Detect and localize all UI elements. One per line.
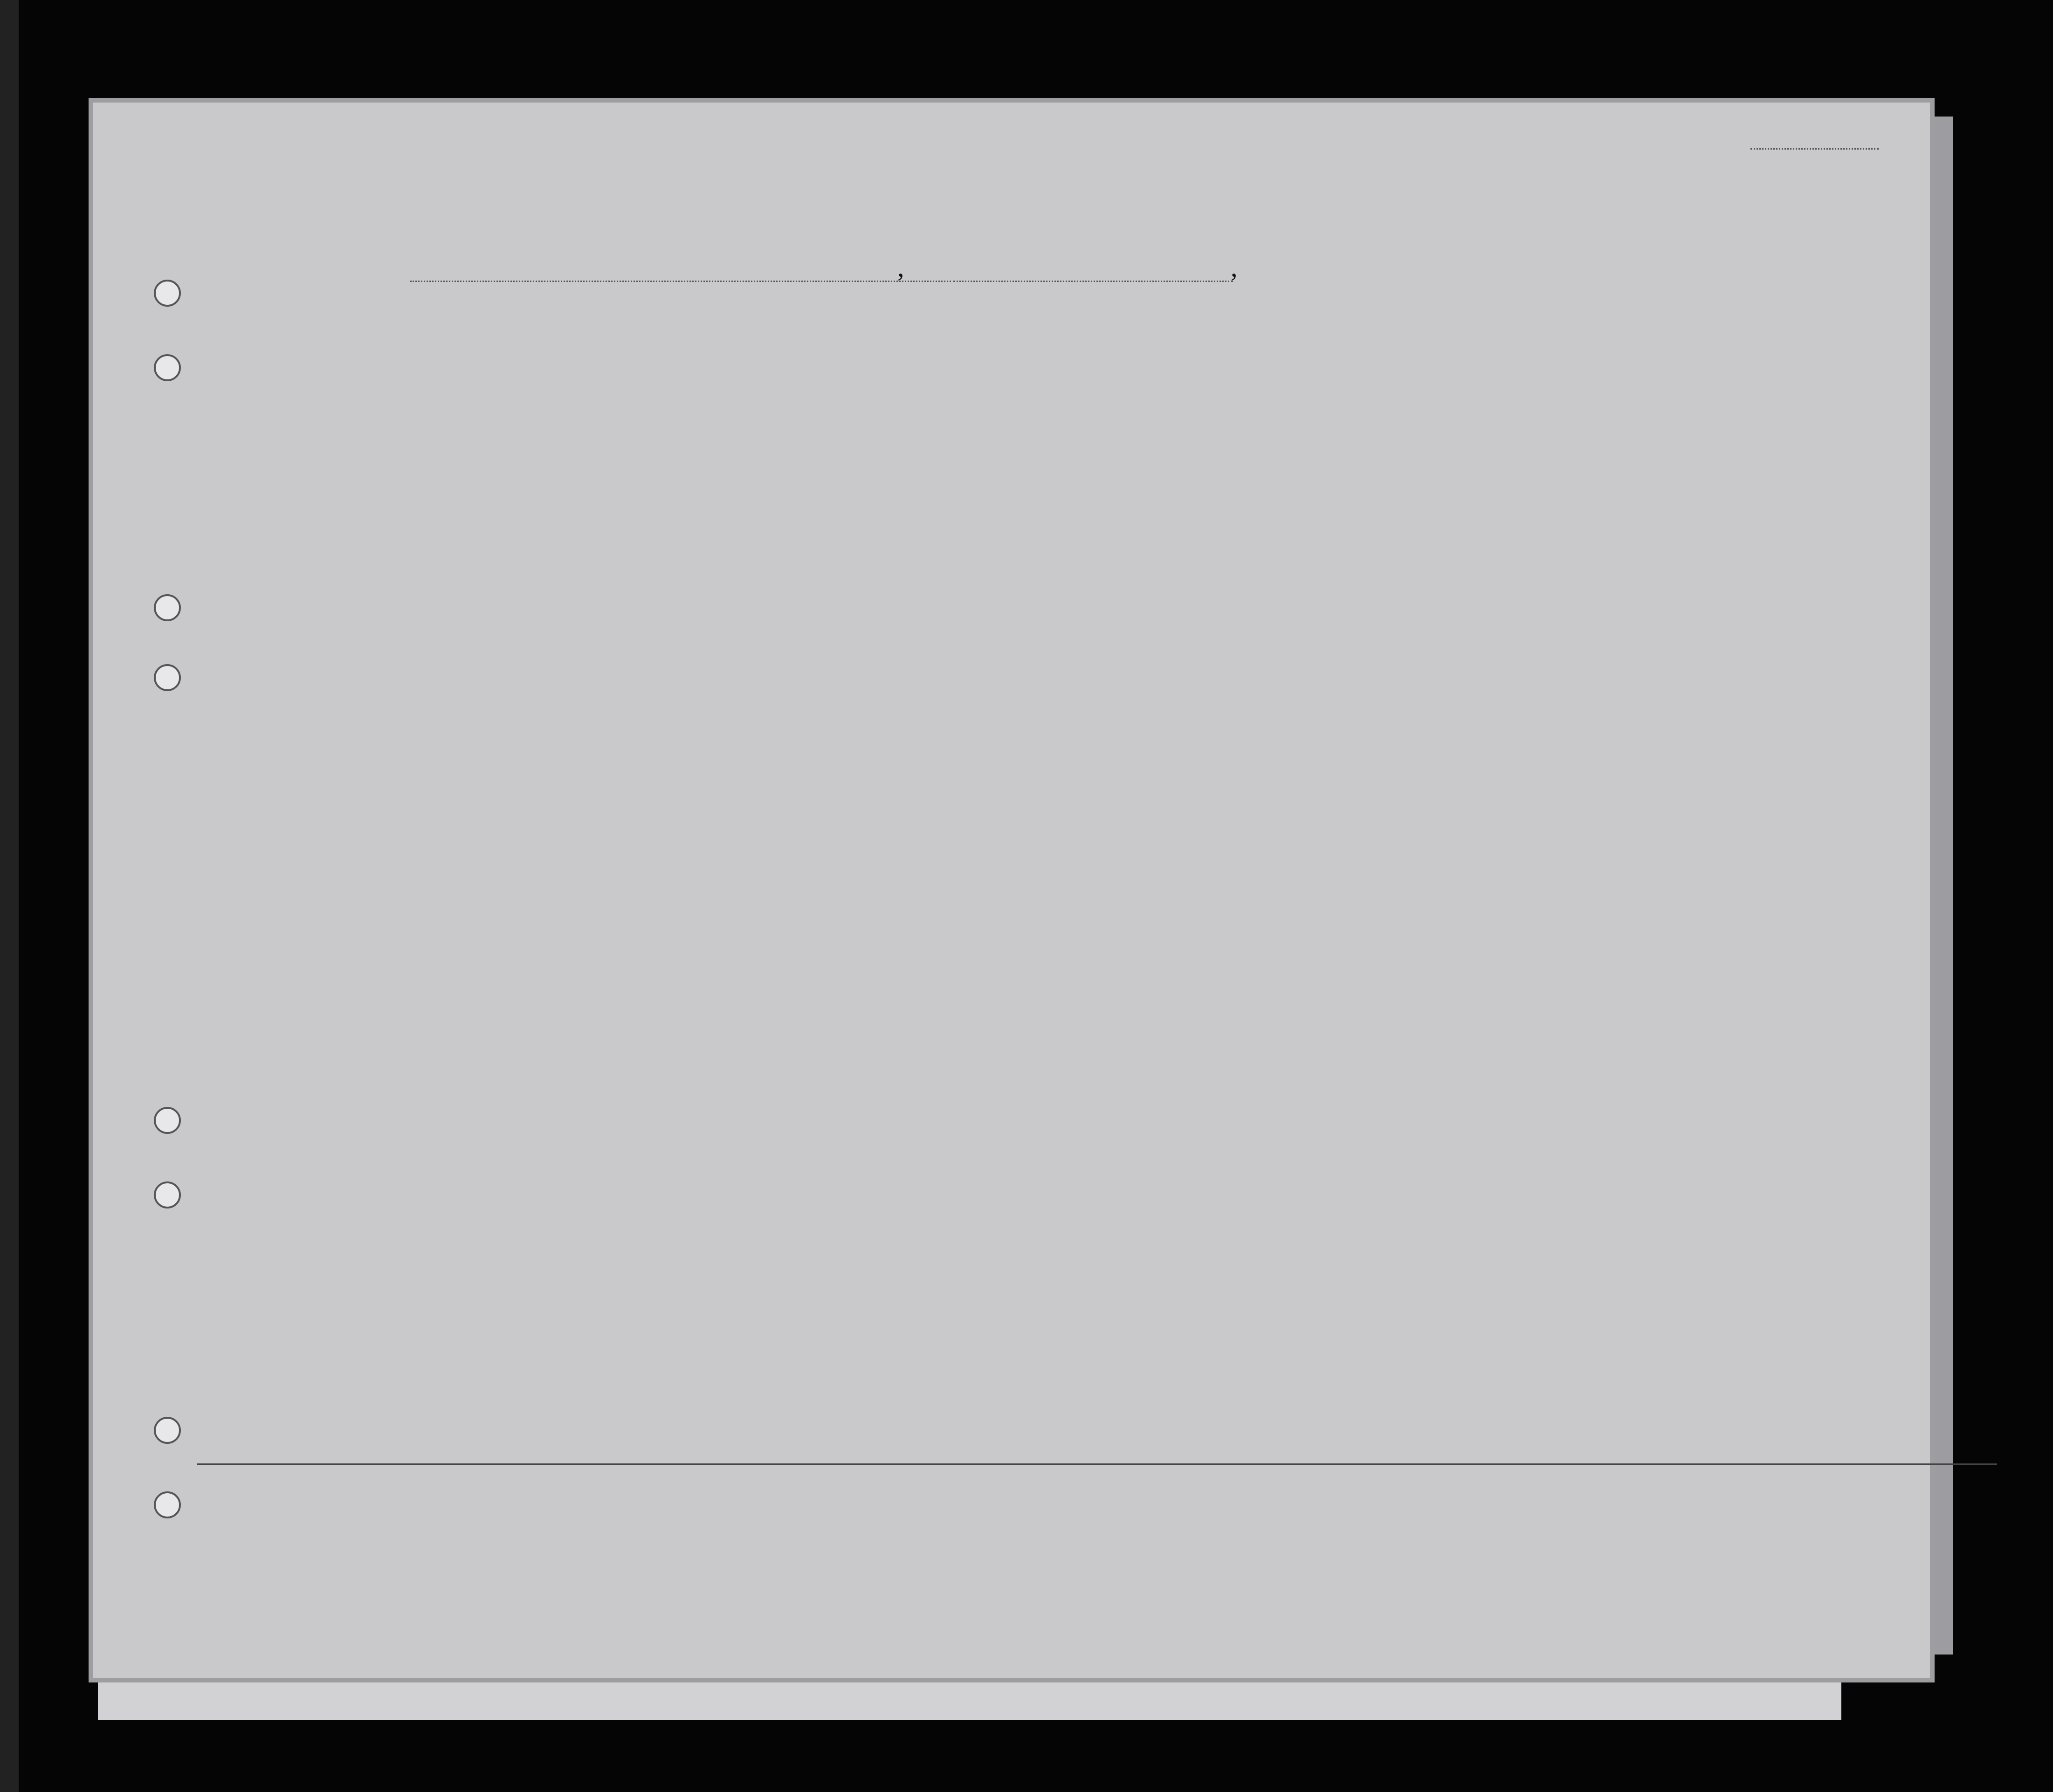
list-line <box>1750 148 1879 150</box>
binder-hole <box>154 664 181 691</box>
binder-hole <box>154 1417 181 1444</box>
scan-border <box>0 0 19 1792</box>
comma: , <box>897 252 904 282</box>
manifest-table <box>197 303 1997 1538</box>
binder-hole <box>154 1107 181 1134</box>
comma: , <box>1231 252 1238 282</box>
binder-hole <box>154 594 181 621</box>
binder-hole <box>154 1491 181 1518</box>
binder-hole <box>154 280 181 307</box>
date-line <box>953 281 1233 282</box>
manifest-sheet <box>89 98 1935 1682</box>
port-line <box>410 281 951 282</box>
table-bottom-rule <box>197 1463 1997 1465</box>
binder-hole <box>154 354 181 381</box>
binder-hole <box>154 1181 181 1208</box>
